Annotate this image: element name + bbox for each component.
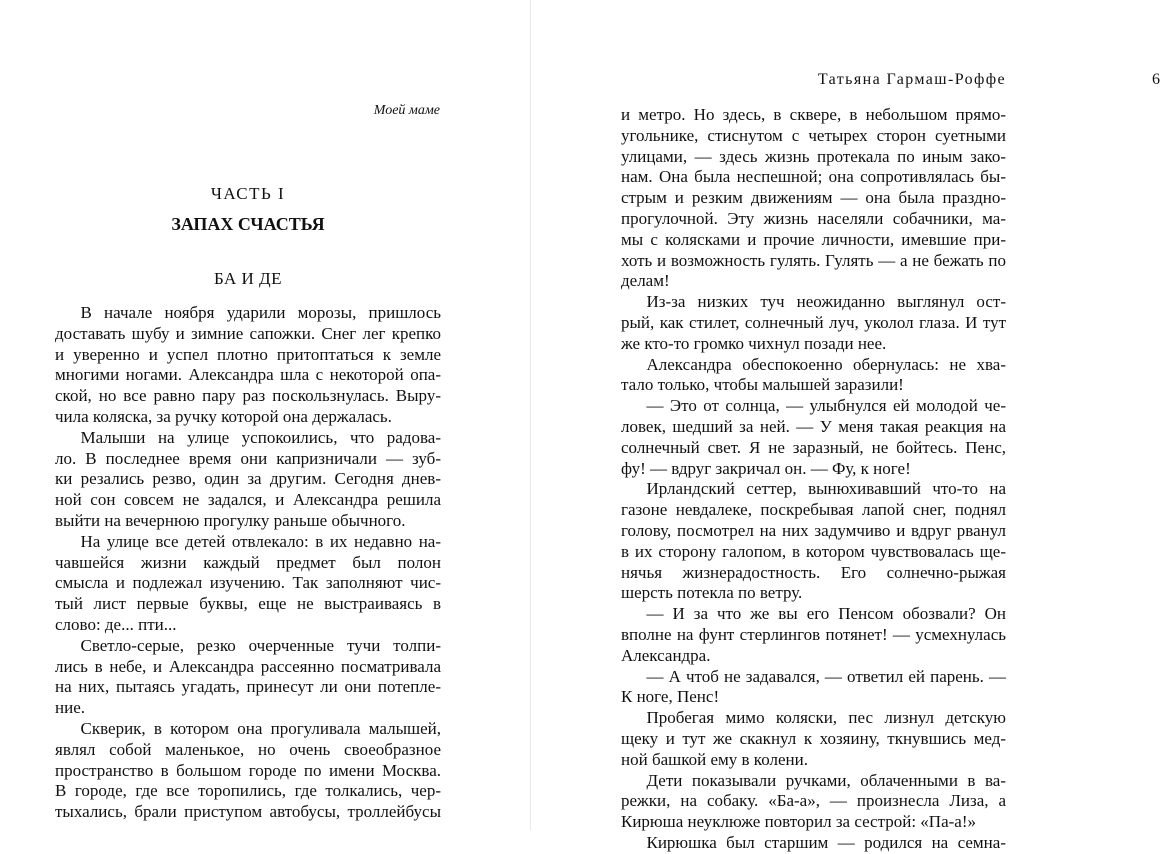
left-line: пространство в большом городе по имени Москва. [55,760,441,780]
main-title: ЗАПАХ СЧАСТЬЯ [171,214,325,234]
right-line: и метро. Но здесь, в сквере, в небольшом прямо- [621,105,1006,124]
left-line: многими ногами. Александра шла с некоторой опа- [55,365,441,385]
right-line: нам. Она была неспешной; она сопротивлялась бы- [621,167,1006,187]
right-line: вполне на фунт стерлингов потянет! — усмехнулась [621,624,1006,644]
right-line: шерсть потекла по ветру. [621,583,803,603]
right-line: стрым и резким движениям — она была праздно- [621,188,1006,208]
left-line: выйти на вечернюю прогулку раньше обычного. [55,510,406,530]
right-line: солнечный свет. Я не заразный, не бойтесь. Пенс, [621,437,1006,457]
right-line: делам! [621,271,670,291]
right-line: режки, на собаку. «Ба-а», — произнесла Лиза, а [621,791,1006,811]
right-line: угольнике, стиснутом с четырех сторон суетными [621,125,1006,145]
part-title: ЧАСТЬ I [210,184,286,203]
right-page-text [621,105,1006,854]
right-line: фу! — вдруг закричал он. — Фу, к ноге! [621,458,911,478]
right-line: мы с колясками и прочие личности, имевшие при- [621,229,1006,249]
left-line: тыхались, брали приступом автобусы, троллейбусы [55,802,441,822]
left-line: ки резались резво, один за другим. Сегодня днев- [55,469,441,489]
left-line: Светло-серые, резко очерченные тучи толпи- [55,635,441,655]
left-line: Скверик, в котором она прогуливала малышей, [55,718,441,738]
left-line: чила коляска, за ручку которой она держалась. [55,406,392,426]
left-line: чавшейся жизни каждый предмет был полон [55,552,441,572]
right-line: ловек, шедший за ней. — У меня такая реакция на [621,416,1006,436]
left-line: на них, пытаясь угадать, принесут ли они потепле- [55,677,441,697]
right-line: Дети показывали ручками, облаченными в ва- [621,770,1006,790]
left-line: слово: де... пти... [55,614,177,634]
right-line: Александра обеспокоенно обернулась: не хва- [621,354,1006,374]
left-line: Малыши на улице успокоились, что радова- [55,427,441,447]
right-line: Из-за низких туч неожиданно выглянул ост- [621,292,1006,312]
right-line: голову, посмотрел на них задумчиво и вдруг рванул [621,520,1006,540]
right-line: рый, как стилет, солнечный луч, уколол глаза. И тут [621,312,1006,332]
left-line: и уверенно и успел плотно притоптаться к земле [55,344,441,364]
right-line: Ирландский сеттер, вынюхивавший что-то на [621,479,1006,499]
left-page [0,0,531,830]
right-line: улицами, — здесь жизнь протекала по иным зако- [621,146,1006,166]
left-line: ние. [55,698,85,718]
right-line: нячья жизнерадостность. Его солнечно-рыжая [621,562,1006,582]
right-line: щеку и тут же скакнул к хозяину, ткнувшись мед- [621,728,1006,748]
right-line: — А чтоб не задавался, — ответил ей парень. — [621,666,1006,686]
right-line: тало только, чтобы малышей заразили! [621,375,904,395]
left-line: лись в небе, и Александра рассеянно посматривала [55,656,441,676]
right-line: К ноге, Пенс! [621,687,720,707]
right-line: газоне невдалеке, поскребывая лапой снег, поднял [621,500,1006,520]
right-line: же кто-то громко чихнул позади нее. [621,333,887,353]
page-number: 6 [1152,71,1160,88]
running-head-author: Татьяна Гармаш-Роффе [817,71,1006,88]
left-line: доставать шубу и зимние сапожки. Снег лег крепко [55,323,441,343]
left-line: тый лист первые буквы, еще не выстраиваясь в [55,594,441,614]
left-line: В городе, где все торопились, где толкались, чер- [55,781,441,801]
left-line: ской, но все равно пару раз поскользнулась. Выру- [55,386,441,406]
right-line: в их сторону галопом, в котором чувствовалась ще- [621,541,1006,561]
left-line: ло. В последнее время они капризничали — зуб- [55,448,441,468]
left-line: смысла и подлежал изучению. Так заполняют чис- [55,573,441,593]
left-line: являл собой маленькое, но очень своеобразное [55,739,441,759]
right-line: Пробегая мимо коляски, пес лизнул детскую [621,708,1006,728]
right-line: Кирюшка был старшим — родился на семна- [621,832,1006,852]
epigraph: Моей маме [373,103,440,118]
right-line: Кирюша неуклюже повторил за сестрой: «Па-а!» [621,812,976,832]
chapter-title: БА И ДЕ [213,269,283,288]
left-line: В начале ноября ударили морозы, пришлось [55,303,441,322]
right-line: — Это от солнца, — улыбнулся ей молодой че- [621,396,1006,416]
left-page-text [55,303,441,823]
left-line: На улице все детей отвлекало: в их недавно на- [55,531,441,551]
right-line: — И за что же вы его Пенсом обозвали? Он [621,604,1006,624]
left-line: ной сон совсем не задался, и Александра решила [55,490,441,510]
right-line: Александра. [621,645,711,665]
right-line: хоть и возможность гулять. Гулять — а не бежать по [621,250,1006,270]
right-line: ной башкой ему в колени. [621,749,808,769]
right-line: прогулочной. Эту жизнь населяли собачники, ма- [621,208,1006,228]
